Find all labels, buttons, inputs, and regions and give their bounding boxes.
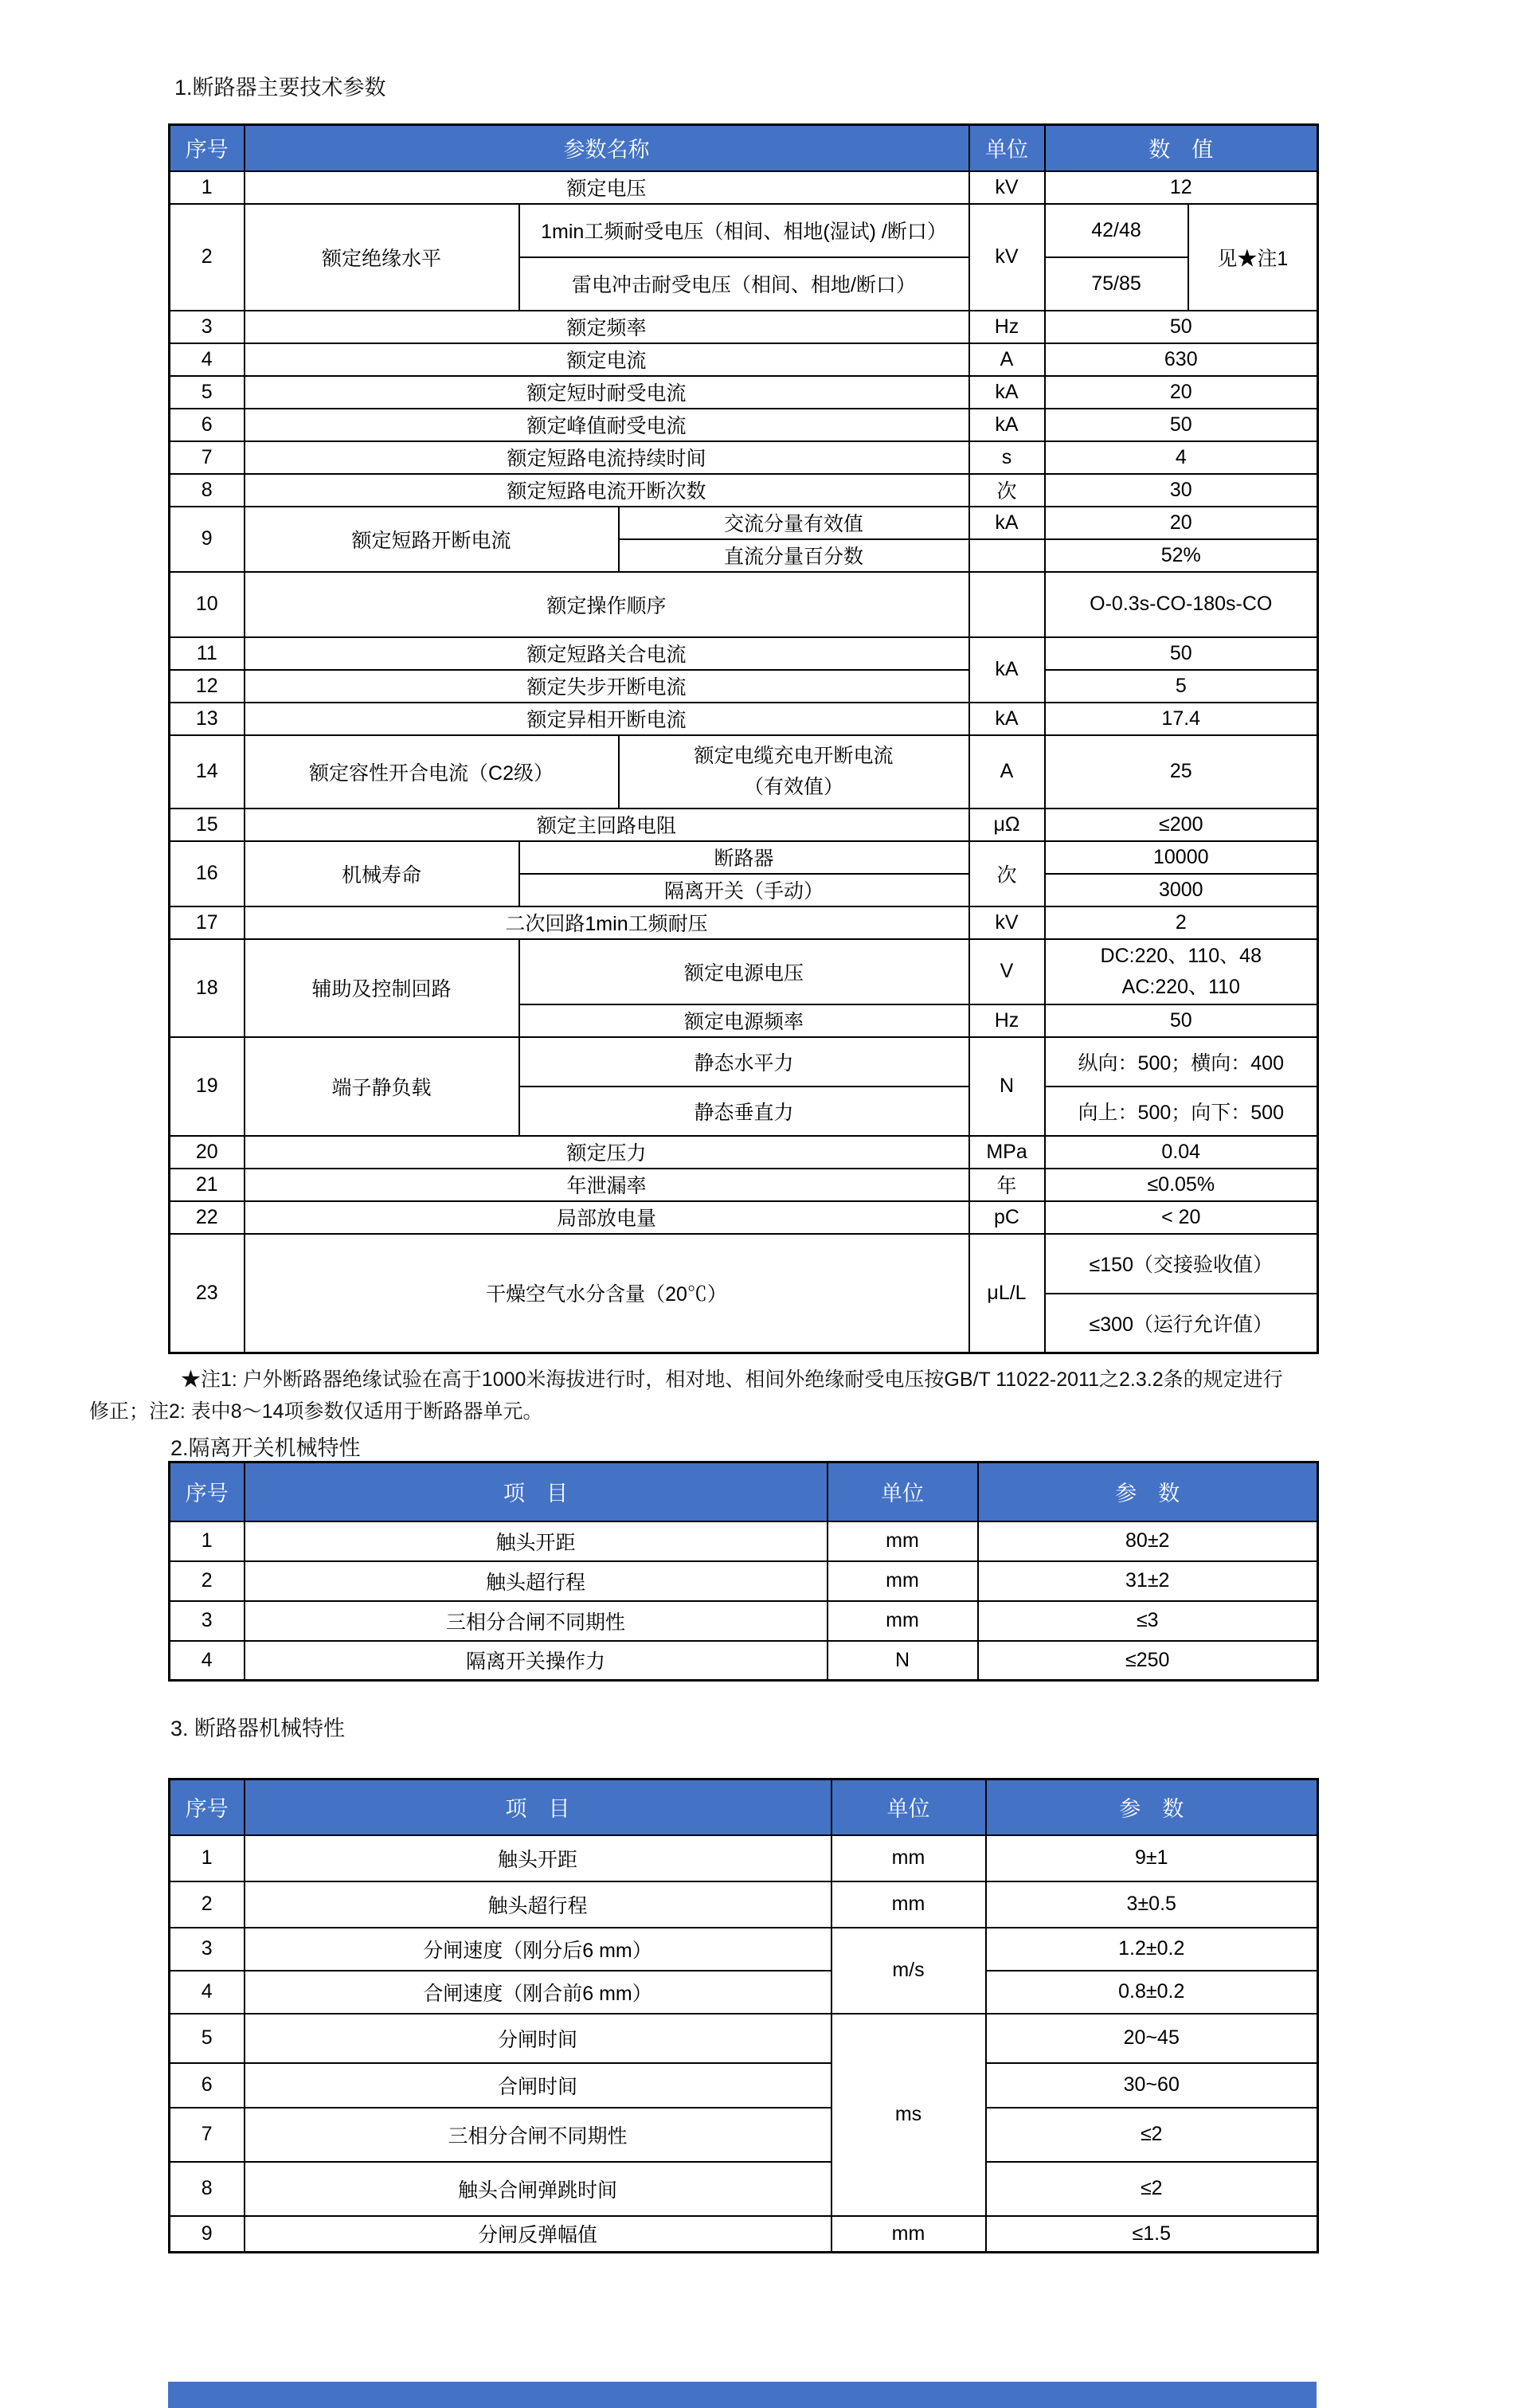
cell-param: 20~45 — [986, 2014, 1318, 2063]
cell-seq: 22 — [170, 1201, 245, 1234]
header-param: 参 数 — [978, 1462, 1318, 1521]
cell-seq: 1 — [170, 1521, 245, 1561]
table-row — [170, 409, 1318, 441]
table-row — [170, 1521, 1318, 1561]
cell-unit: V — [969, 939, 1045, 1004]
cell-seq: 13 — [170, 703, 245, 735]
cell-param: 1.2±0.2 — [986, 1928, 1318, 1971]
cell-seq: 21 — [170, 1169, 245, 1201]
cell-unit: kV — [969, 204, 1045, 311]
cell-seq: 7 — [170, 441, 245, 474]
cell-param: 3±0.5 — [986, 1881, 1318, 1928]
cell-unit: MPa — [969, 1136, 1045, 1169]
cell-item: 合闸速度（刚合前6 mm） — [245, 1971, 831, 2014]
cell-seq: 2 — [170, 1881, 245, 1928]
table-row — [170, 735, 1318, 809]
cell-param-name: 辅助及控制回路 — [245, 939, 519, 1037]
cell-param-subname: 静态垂直力 — [519, 1087, 969, 1136]
cell-seq: 10 — [170, 572, 245, 637]
cell-unit: Hz — [969, 1004, 1045, 1037]
header-item: 项 目 — [245, 1780, 831, 1835]
header-unit: 单位 — [831, 1780, 986, 1835]
cell-item: 分闸速度（刚分后6 mm） — [245, 1928, 831, 1971]
cell-seq: 4 — [170, 1971, 245, 2014]
cell-param: 31±2 — [978, 1561, 1318, 1601]
cell-unit: A — [969, 343, 1045, 376]
table-row — [170, 906, 1318, 939]
cell-item: 触头开距 — [245, 1835, 831, 1881]
table-row — [170, 637, 1318, 670]
cell-unit: 次 — [969, 841, 1045, 906]
cell-item: 合闸时间 — [245, 2063, 831, 2108]
cell-param-name: 额定失步开断电流 — [245, 670, 969, 703]
cell-value: O-0.3s-CO-180s-CO — [1045, 572, 1318, 637]
cell-param: 0.8±0.2 — [986, 1971, 1318, 2014]
cell-seq: 3 — [170, 1928, 245, 1971]
table-row — [170, 474, 1318, 507]
cell-param-subname: 直流分量百分数 — [619, 539, 969, 572]
header-item: 项 目 — [245, 1462, 828, 1521]
next-table-header-cutoff — [168, 2382, 1317, 2408]
table-row — [170, 1201, 1318, 1234]
cell-unit: 年 — [969, 1169, 1045, 1201]
table-row — [170, 1835, 1318, 1881]
cell-seq: 16 — [170, 841, 245, 906]
cell-param-subname: 交流分量有效值 — [619, 507, 969, 539]
cell-seq: 3 — [170, 311, 245, 343]
cell-value: 10000 — [1045, 841, 1318, 874]
cell-unit: 次 — [969, 474, 1045, 507]
cell-seq: 7 — [170, 2108, 245, 2162]
table-header-row — [170, 1462, 1318, 1521]
cell-item: 触头开距 — [245, 1521, 828, 1561]
cell-unit: kV — [969, 906, 1045, 939]
cell-seq: 11 — [170, 637, 245, 670]
cell-param-subname: 雷电冲击耐受电压（相间、相地/断口） — [519, 257, 969, 311]
cell-value: 50 — [1045, 1004, 1318, 1037]
header-value: 数 值 — [1045, 125, 1318, 171]
table-row — [170, 1234, 1318, 1294]
cell-seq: 9 — [170, 2216, 245, 2253]
cell-value-note: 见★注1 — [1188, 204, 1318, 311]
cell-item: 触头超行程 — [245, 1561, 828, 1601]
table-row — [170, 572, 1318, 637]
table-row — [170, 1971, 1318, 2014]
cell-seq: 23 — [170, 1234, 245, 1353]
cell-item: 隔离开关操作力 — [245, 1641, 828, 1681]
table-breaker-characteristics — [168, 1778, 1319, 2253]
cell-param-name: 额定压力 — [245, 1136, 969, 1169]
cell-value: 0.04 — [1045, 1136, 1318, 1169]
table-row — [170, 204, 1318, 257]
cell-item: 触头合闸弹跳时间 — [245, 2162, 831, 2216]
cell-param-name: 额定短路关合电流 — [245, 637, 969, 670]
cell-param-name: 额定频率 — [245, 311, 969, 343]
cell-param-name: 额定主回路电阻 — [245, 809, 969, 841]
cell-param: ≤1.5 — [986, 2216, 1318, 2253]
cell-value: 50 — [1045, 409, 1318, 441]
cell-seq: 1 — [170, 171, 245, 204]
table-row — [170, 1601, 1318, 1641]
cell-param: 9±1 — [986, 1835, 1318, 1881]
cell-seq: 4 — [170, 343, 245, 376]
cell-param-name: 机械寿命 — [245, 841, 519, 906]
cell-param-name: 额定短路开断电流 — [245, 507, 619, 572]
cell-seq: 17 — [170, 906, 245, 939]
table-row — [170, 2108, 1318, 2162]
cell-param-subname: 额定电源频率 — [519, 1004, 969, 1037]
table-row — [170, 376, 1318, 409]
table-row — [170, 809, 1318, 841]
cell-value: 50 — [1045, 637, 1318, 670]
table-row — [170, 441, 1318, 474]
table-row — [170, 343, 1318, 376]
cell-param-subname: 1min工频耐受电压（相间、相地(湿试) /断口） — [519, 204, 969, 257]
table-header-row — [170, 1780, 1318, 1835]
cell-unit: s — [969, 441, 1045, 474]
table-row — [170, 171, 1318, 204]
cell-value: 25 — [1045, 735, 1318, 809]
table-row — [170, 1641, 1318, 1681]
cell-value: DC:220、110、48 AC:220、110 — [1045, 939, 1318, 1004]
table-row — [170, 841, 1318, 874]
cell-unit: kA — [969, 376, 1045, 409]
cell-seq: 8 — [170, 474, 245, 507]
header-seq: 序号 — [170, 1462, 245, 1521]
table-row — [170, 2014, 1318, 2063]
header-param: 参 数 — [986, 1780, 1318, 1835]
cell-unit: mm — [831, 1881, 986, 1928]
cell-unit: kV — [969, 171, 1045, 204]
cell-value: 12 — [1045, 171, 1318, 204]
cell-param-name: 额定短路电流开断次数 — [245, 474, 969, 507]
cell-value: 42/48 — [1045, 204, 1188, 257]
note-line-1: ★注1: 户外断路器绝缘试验在高于1000米海拔进行时，相对地、相间外绝缘耐受电压按GB/T 11022-2011之2.3.2条的规定进行 — [181, 1368, 1283, 1391]
table-main-parameters — [168, 123, 1319, 1354]
cell-unit: kA — [969, 703, 1045, 735]
cell-param-name: 额定短时耐受电流 — [245, 376, 969, 409]
cell-param-name: 额定电流 — [245, 343, 969, 376]
cell-param: ≤3 — [978, 1601, 1318, 1641]
cell-unit: mm — [831, 2216, 986, 2253]
cell-value: 5 — [1045, 670, 1318, 703]
cell-param: 30~60 — [986, 2063, 1318, 2108]
cell-param-name: 二次回路1min工频耐压 — [245, 906, 969, 939]
cell-seq: 6 — [170, 2063, 245, 2108]
cell-unit: pC — [969, 1201, 1045, 1234]
cell-seq: 15 — [170, 809, 245, 841]
cell-unit: N — [969, 1037, 1045, 1136]
cell-param: ≤2 — [986, 2108, 1318, 2162]
header-unit: 单位 — [828, 1462, 978, 1521]
cell-param-name: 额定峰值耐受电流 — [245, 409, 969, 441]
cell-seq: 19 — [170, 1037, 245, 1136]
cell-param-name: 额定短路电流持续时间 — [245, 441, 969, 474]
cell-unit: mm — [831, 1835, 986, 1881]
cell-param-name: 额定绝缘水平 — [245, 204, 519, 311]
cell-value: 3000 — [1045, 874, 1318, 906]
cell-unit: m/s — [831, 1928, 986, 2014]
cell-param-subname: 断路器 — [519, 841, 969, 874]
cell-seq: 5 — [170, 2014, 245, 2063]
table-row — [170, 703, 1318, 735]
cell-value: 75/85 — [1045, 257, 1188, 311]
cell-value: 630 — [1045, 343, 1318, 376]
cell-seq: 6 — [170, 409, 245, 441]
cell-unit: N — [828, 1641, 978, 1681]
table-row — [170, 1928, 1318, 1971]
cell-seq: 2 — [170, 1561, 245, 1601]
cell-value: 50 — [1045, 311, 1318, 343]
cell-seq: 9 — [170, 507, 245, 572]
cell-seq: 12 — [170, 670, 245, 703]
table-row — [170, 670, 1318, 703]
cell-value: 纵向：500；横向：400 — [1045, 1037, 1318, 1087]
cell-param-name: 干燥空气水分含量（20℃） — [245, 1234, 969, 1353]
cell-seq: 18 — [170, 939, 245, 1037]
cell-item: 触头超行程 — [245, 1881, 831, 1928]
cell-value: 2 — [1045, 906, 1318, 939]
cell-seq: 5 — [170, 376, 245, 409]
cell-value: 向上：500；向下：500 — [1045, 1087, 1318, 1136]
cell-value: ≤150（交接验收值） — [1045, 1234, 1318, 1294]
cell-value: 17.4 — [1045, 703, 1318, 735]
cell-value: 30 — [1045, 474, 1318, 507]
cell-param: ≤2 — [986, 2162, 1318, 2216]
table-row — [170, 1561, 1318, 1601]
cell-unit: mm — [828, 1601, 978, 1641]
header-seq: 序号 — [170, 1780, 245, 1835]
table-row — [170, 2162, 1318, 2216]
cell-seq: 8 — [170, 2162, 245, 2216]
cell-unit-empty — [969, 539, 1045, 572]
cell-value: ≤0.05% — [1045, 1169, 1318, 1201]
cell-seq: 2 — [170, 204, 245, 311]
cell-value: ≤300（运行允许值） — [1045, 1294, 1318, 1353]
cell-unit: A — [969, 735, 1045, 809]
cell-param-name: 年泄漏率 — [245, 1169, 969, 1201]
cell-unit: ms — [831, 2014, 986, 2216]
cell-value: 20 — [1045, 376, 1318, 409]
cell-param-name: 端子静负载 — [245, 1037, 519, 1136]
cell-value: < 20 — [1045, 1201, 1318, 1234]
cell-unit: kA — [969, 637, 1045, 703]
cell-unit: kA — [969, 507, 1045, 539]
cell-unit: kA — [969, 409, 1045, 441]
cell-value: 52% — [1045, 539, 1318, 572]
cell-seq: 4 — [170, 1641, 245, 1681]
table-row — [170, 1037, 1318, 1087]
cell-param-subname: 隔离开关（手动） — [519, 874, 969, 906]
header-name: 参数名称 — [245, 125, 969, 171]
table-row — [170, 1169, 1318, 1201]
cell-param: ≤250 — [978, 1641, 1318, 1681]
cell-unit: μL/L — [969, 1234, 1045, 1353]
table-row — [170, 1881, 1318, 1928]
cell-unit-empty — [969, 572, 1045, 637]
cell-param-name: 额定操作顺序 — [245, 572, 969, 637]
cell-param-name: 额定异相开断电流 — [245, 703, 969, 735]
cell-param-subname: 额定电源电压 — [519, 939, 969, 1004]
cell-value: 20 — [1045, 507, 1318, 539]
cell-seq: 20 — [170, 1136, 245, 1169]
section2-title: 2.隔离开关机械特性 — [170, 1436, 361, 1460]
cell-param-name: 额定容性开合电流（C2级） — [245, 735, 619, 809]
cell-unit: mm — [828, 1561, 978, 1601]
table-row — [170, 311, 1318, 343]
table-row — [170, 2063, 1318, 2108]
table-disconnector-characteristics — [168, 1461, 1319, 1682]
table-row — [170, 939, 1318, 1004]
cell-param-subname: 静态水平力 — [519, 1037, 969, 1087]
cell-seq: 1 — [170, 1835, 245, 1881]
section1-title: 1.断路器主要技术参数 — [174, 76, 386, 100]
cell-item: 分闸反弹幅值 — [245, 2216, 831, 2253]
cell-item: 分闸时间 — [245, 2014, 831, 2063]
cell-param-subname: 额定电缆充电开断电流 （有效值） — [619, 735, 969, 809]
cell-param-name: 额定电压 — [245, 171, 969, 204]
table-row — [170, 2216, 1318, 2253]
cell-item: 三相分合闸不同期性 — [245, 2108, 831, 2162]
cell-seq: 3 — [170, 1601, 245, 1641]
cell-item: 三相分合闸不同期性 — [245, 1601, 828, 1641]
cell-value: ≤200 — [1045, 809, 1318, 841]
header-unit: 单位 — [969, 125, 1045, 171]
note-paragraph — [89, 1364, 1332, 1427]
table-row — [170, 507, 1318, 539]
cell-unit: μΩ — [969, 809, 1045, 841]
cell-seq: 14 — [170, 735, 245, 809]
cell-unit: Hz — [969, 311, 1045, 343]
cell-value: 4 — [1045, 441, 1318, 474]
table-row — [170, 1136, 1318, 1169]
cell-param: 80±2 — [978, 1521, 1318, 1561]
note-line-2: 修正；注2: 表中8～14项参数仅适用于断路器单元。 — [89, 1400, 543, 1423]
cell-param-name: 局部放电量 — [245, 1201, 969, 1234]
section3-title: 3. 断路器机械特性 — [170, 1717, 346, 1740]
table-header-row — [170, 125, 1318, 171]
cell-unit: mm — [828, 1521, 978, 1561]
header-seq: 序号 — [170, 125, 245, 171]
